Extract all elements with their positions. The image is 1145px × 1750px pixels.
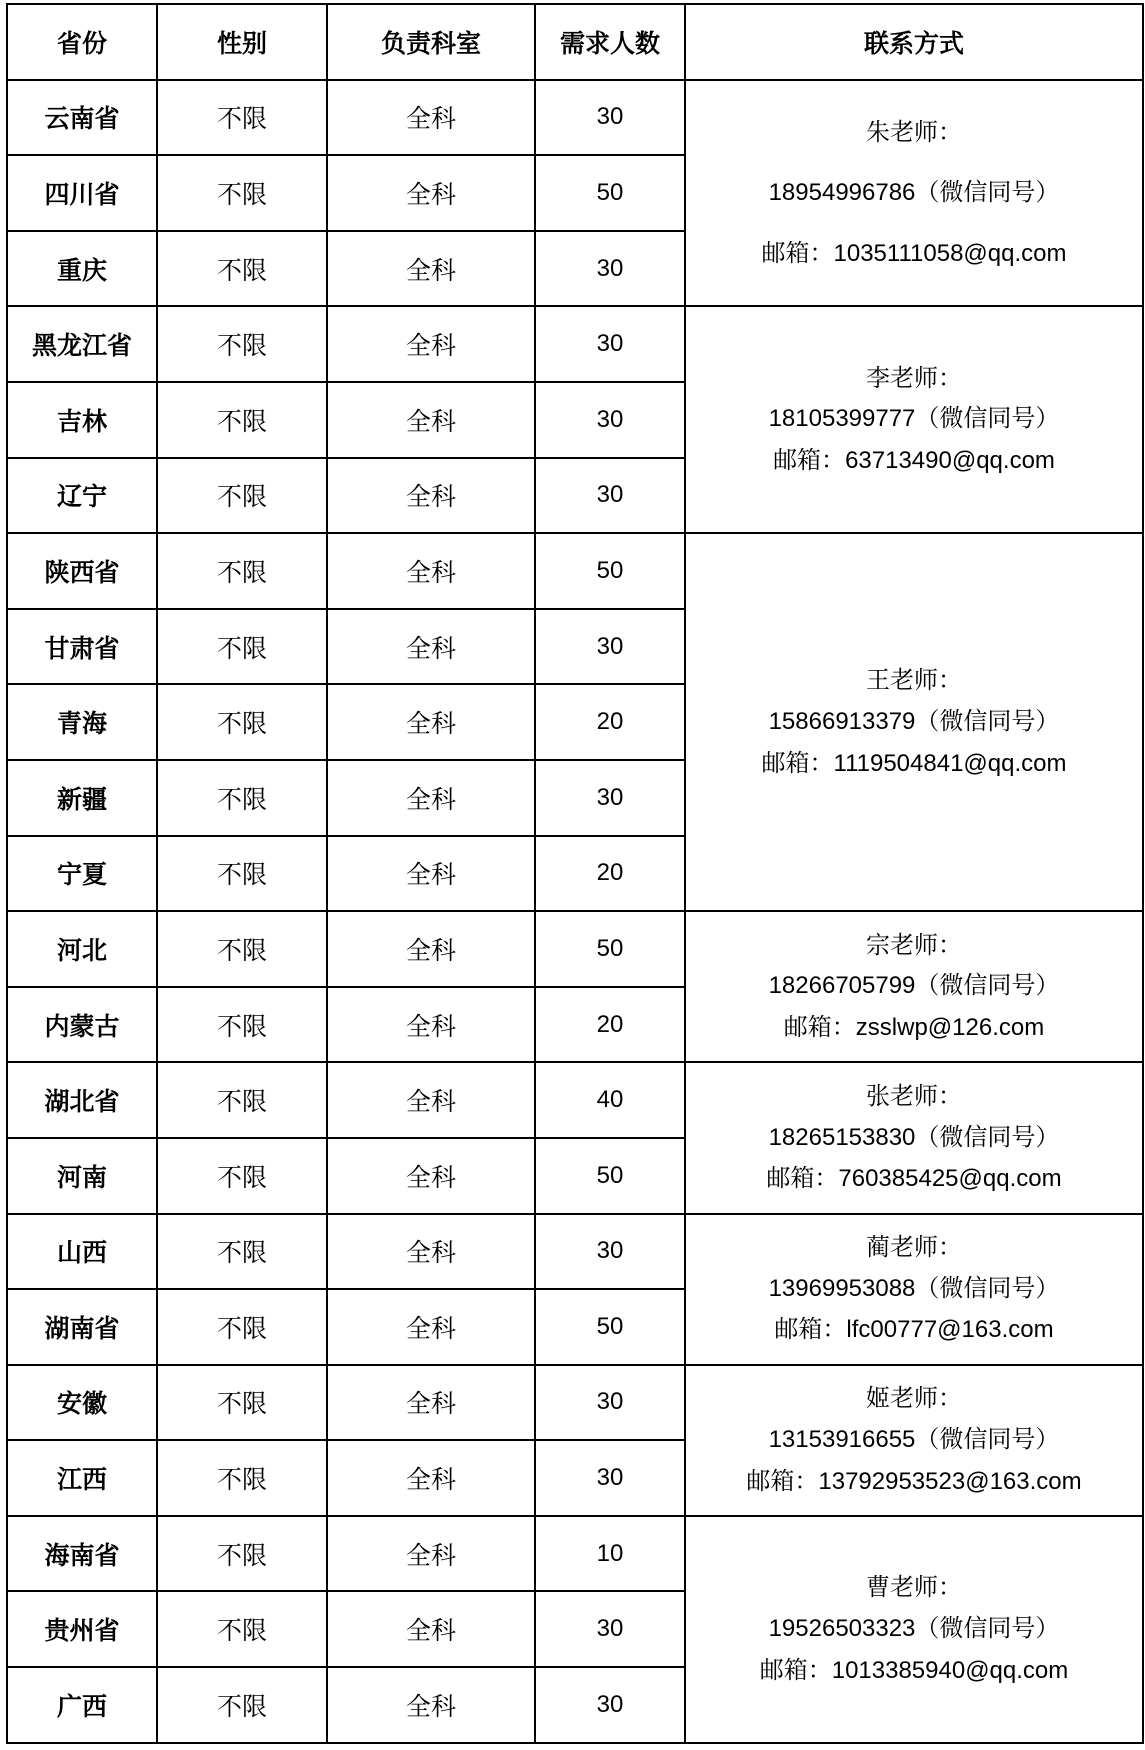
gender-cell: 不限: [157, 306, 327, 382]
header-department: 负责科室: [327, 4, 535, 80]
email-label: 邮箱：: [783, 1013, 856, 1042]
contact-cell: [685, 80, 1143, 307]
gender-cell: 不限: [157, 609, 327, 685]
count-cell: 30: [535, 231, 685, 307]
contact-phone: 13153916655: [768, 1425, 916, 1453]
contact-cell: [685, 1062, 1143, 1213]
contact-phone: 18954996786: [768, 178, 916, 206]
count-cell: 50: [535, 1138, 685, 1214]
gender-cell: 不限: [157, 1516, 327, 1592]
province-cell: 海南省: [7, 1516, 157, 1592]
contact-email: 760385425@qq.com: [838, 1165, 1062, 1193]
gender-cell: 不限: [157, 1138, 327, 1214]
department-cell: 全科: [327, 836, 535, 912]
contact-email: 1119504841@qq.com: [833, 749, 1067, 777]
province-cell: 云南省: [7, 80, 157, 156]
wechat-note: （微信同号）: [915, 1273, 1060, 1302]
department-cell: 全科: [327, 231, 535, 307]
contact-phone-line: [686, 965, 1142, 1007]
province-cell: 新疆: [7, 760, 157, 836]
contact-email: zsslwp@126.com: [855, 1014, 1045, 1042]
province-cell: 吉林: [7, 382, 157, 458]
province-cell: 陕西省: [7, 533, 157, 609]
department-cell: 全科: [327, 382, 535, 458]
header-province: 省份: [7, 4, 157, 80]
contact-cell: [685, 306, 1143, 533]
gender-cell: 不限: [157, 1062, 327, 1138]
count-cell: 30: [535, 1365, 685, 1441]
contact-name: 姬老师：: [866, 1384, 962, 1413]
contact-phone-line: [686, 1419, 1142, 1461]
contact-name: 曹老师：: [866, 1573, 962, 1602]
count-cell: 30: [535, 458, 685, 534]
contact-name: 张老师：: [866, 1081, 962, 1110]
department-cell: 全科: [327, 1365, 535, 1441]
province-cell: 山西: [7, 1214, 157, 1290]
count-cell: 50: [535, 911, 685, 987]
contact-email: 1035111058@qq.com: [833, 239, 1067, 267]
province-cell: 河北: [7, 911, 157, 987]
wechat-note: （微信同号）: [915, 1122, 1060, 1151]
gender-cell: 不限: [157, 1440, 327, 1516]
gender-cell: 不限: [157, 684, 327, 760]
count-cell: 20: [535, 684, 685, 760]
contact-phone: 18105399777: [768, 405, 916, 433]
count-cell: 20: [535, 987, 685, 1063]
contact-cell: [685, 533, 1143, 911]
table-row: [7, 306, 1143, 382]
count-cell: 30: [535, 1214, 685, 1290]
province-cell: 重庆: [7, 231, 157, 307]
table-row: [7, 1062, 1143, 1138]
table-row: [7, 533, 1143, 609]
contact-phone: 13969953088: [768, 1274, 916, 1302]
province-cell: 贵州省: [7, 1591, 157, 1667]
gender-cell: 不限: [157, 1214, 327, 1290]
contact-name: 宗老师：: [866, 930, 962, 959]
count-cell: 10: [535, 1516, 685, 1592]
department-cell: 全科: [327, 155, 535, 231]
department-cell: 全科: [327, 1591, 535, 1667]
contact-phone-line: [686, 162, 1142, 223]
department-cell: 全科: [327, 80, 535, 156]
header-count: 需求人数: [535, 4, 685, 80]
gender-cell: 不限: [157, 458, 327, 534]
contact-cell: [685, 1365, 1143, 1516]
count-cell: 30: [535, 306, 685, 382]
wechat-note: （微信同号）: [915, 1424, 1060, 1453]
count-cell: 30: [535, 80, 685, 156]
count-cell: 30: [535, 609, 685, 685]
recruitment-table: [6, 3, 1144, 1744]
department-cell: 全科: [327, 760, 535, 836]
contact-phone-line: [686, 1117, 1142, 1159]
department-cell: 全科: [327, 1138, 535, 1214]
count-cell: 40: [535, 1062, 685, 1138]
wechat-note: （微信同号）: [915, 177, 1060, 206]
header-row: [7, 4, 1143, 80]
province-cell: 安徽: [7, 1365, 157, 1441]
email-label: 邮箱：: [766, 1164, 839, 1193]
department-cell: 全科: [327, 533, 535, 609]
count-cell: 50: [535, 533, 685, 609]
contact-email: 63713490@qq.com: [845, 447, 1055, 475]
department-cell: 全科: [327, 1667, 535, 1743]
header-gender: 性别: [157, 4, 327, 80]
email-label: 邮箱：: [774, 1315, 847, 1344]
wechat-note: （微信同号）: [915, 1613, 1060, 1642]
count-cell: 50: [535, 155, 685, 231]
contact-email-line: [686, 1158, 1142, 1200]
contact-name: 李老师：: [866, 363, 962, 392]
gender-cell: 不限: [157, 987, 327, 1063]
gender-cell: 不限: [157, 911, 327, 987]
contact-email: 13792953523@163.com: [818, 1467, 1082, 1495]
wechat-note: （微信同号）: [915, 404, 1060, 433]
contact-email-line: [686, 440, 1142, 482]
contact-phone-line: [686, 398, 1142, 440]
province-cell: 甘肃省: [7, 609, 157, 685]
department-cell: 全科: [327, 911, 535, 987]
wechat-note: （微信同号）: [915, 971, 1060, 1000]
province-cell: 江西: [7, 1440, 157, 1516]
department-cell: 全科: [327, 987, 535, 1063]
table-row: [7, 911, 1143, 987]
email-label: 邮箱：: [761, 238, 834, 267]
table-row: [7, 1214, 1143, 1290]
contact-phone-line: [686, 701, 1142, 743]
province-cell: 湖北省: [7, 1062, 157, 1138]
gender-cell: 不限: [157, 155, 327, 231]
email-label: 邮箱：: [761, 748, 834, 777]
email-label: 邮箱：: [759, 1655, 832, 1684]
table-body: [7, 80, 1143, 1743]
province-cell: 宁夏: [7, 836, 157, 912]
province-cell: 青海: [7, 684, 157, 760]
gender-cell: 不限: [157, 533, 327, 609]
count-cell: 30: [535, 1591, 685, 1667]
contact-name: 朱老师：: [866, 117, 962, 146]
count-cell: 30: [535, 760, 685, 836]
province-cell: 河南: [7, 1138, 157, 1214]
contact-email-line: [686, 743, 1142, 785]
gender-cell: 不限: [157, 231, 327, 307]
province-cell: 四川省: [7, 155, 157, 231]
province-cell: 黑龙江省: [7, 306, 157, 382]
contact-email: lfc00777@163.com: [846, 1316, 1054, 1344]
province-cell: 广西: [7, 1667, 157, 1743]
department-cell: 全科: [327, 1440, 535, 1516]
contact-phone: 18266705799: [768, 972, 916, 1000]
count-cell: 30: [535, 1667, 685, 1743]
email-label: 邮箱：: [773, 446, 846, 475]
contact-phone: 15866913379: [768, 707, 916, 735]
table-row: [7, 1365, 1143, 1441]
email-label: 邮箱：: [746, 1466, 819, 1495]
count-cell: 30: [535, 1440, 685, 1516]
contact-name: 蔺老师：: [866, 1232, 962, 1261]
gender-cell: 不限: [157, 1289, 327, 1365]
contact-email-line: [686, 1007, 1142, 1049]
contact-phone-line: [686, 1268, 1142, 1310]
gender-cell: 不限: [157, 80, 327, 156]
department-cell: 全科: [327, 1214, 535, 1290]
department-cell: 全科: [327, 1289, 535, 1365]
contact-email-line: [686, 1461, 1142, 1503]
gender-cell: 不限: [157, 1365, 327, 1441]
gender-cell: 不限: [157, 1667, 327, 1743]
department-cell: 全科: [327, 684, 535, 760]
department-cell: 全科: [327, 306, 535, 382]
department-cell: 全科: [327, 458, 535, 534]
contact-phone: 18265153830: [768, 1123, 916, 1151]
table-row: [7, 80, 1143, 156]
contact-cell: [685, 911, 1143, 1062]
department-cell: 全科: [327, 1516, 535, 1592]
count-cell: 20: [535, 836, 685, 912]
contact-email: 1013385940@qq.com: [831, 1656, 1069, 1684]
header-contact: 联系方式: [685, 4, 1143, 80]
contact-cell: [685, 1516, 1143, 1743]
province-cell: 辽宁: [7, 458, 157, 534]
table-row: [7, 1516, 1143, 1592]
count-cell: 30: [535, 382, 685, 458]
contact-phone-line: [686, 1608, 1142, 1650]
gender-cell: 不限: [157, 760, 327, 836]
contact-email-line: [686, 223, 1142, 284]
province-cell: 湖南省: [7, 1289, 157, 1365]
contact-cell: [685, 1214, 1143, 1365]
gender-cell: 不限: [157, 836, 327, 912]
gender-cell: 不限: [157, 1591, 327, 1667]
contact-name: 王老师：: [866, 665, 962, 694]
department-cell: 全科: [327, 609, 535, 685]
province-cell: 内蒙古: [7, 987, 157, 1063]
count-cell: 50: [535, 1289, 685, 1365]
contact-email-line: [686, 1650, 1142, 1692]
contact-email-line: [686, 1309, 1142, 1351]
department-cell: 全科: [327, 1062, 535, 1138]
gender-cell: 不限: [157, 382, 327, 458]
contact-phone: 19526503323: [768, 1614, 916, 1642]
wechat-note: （微信同号）: [915, 706, 1060, 735]
